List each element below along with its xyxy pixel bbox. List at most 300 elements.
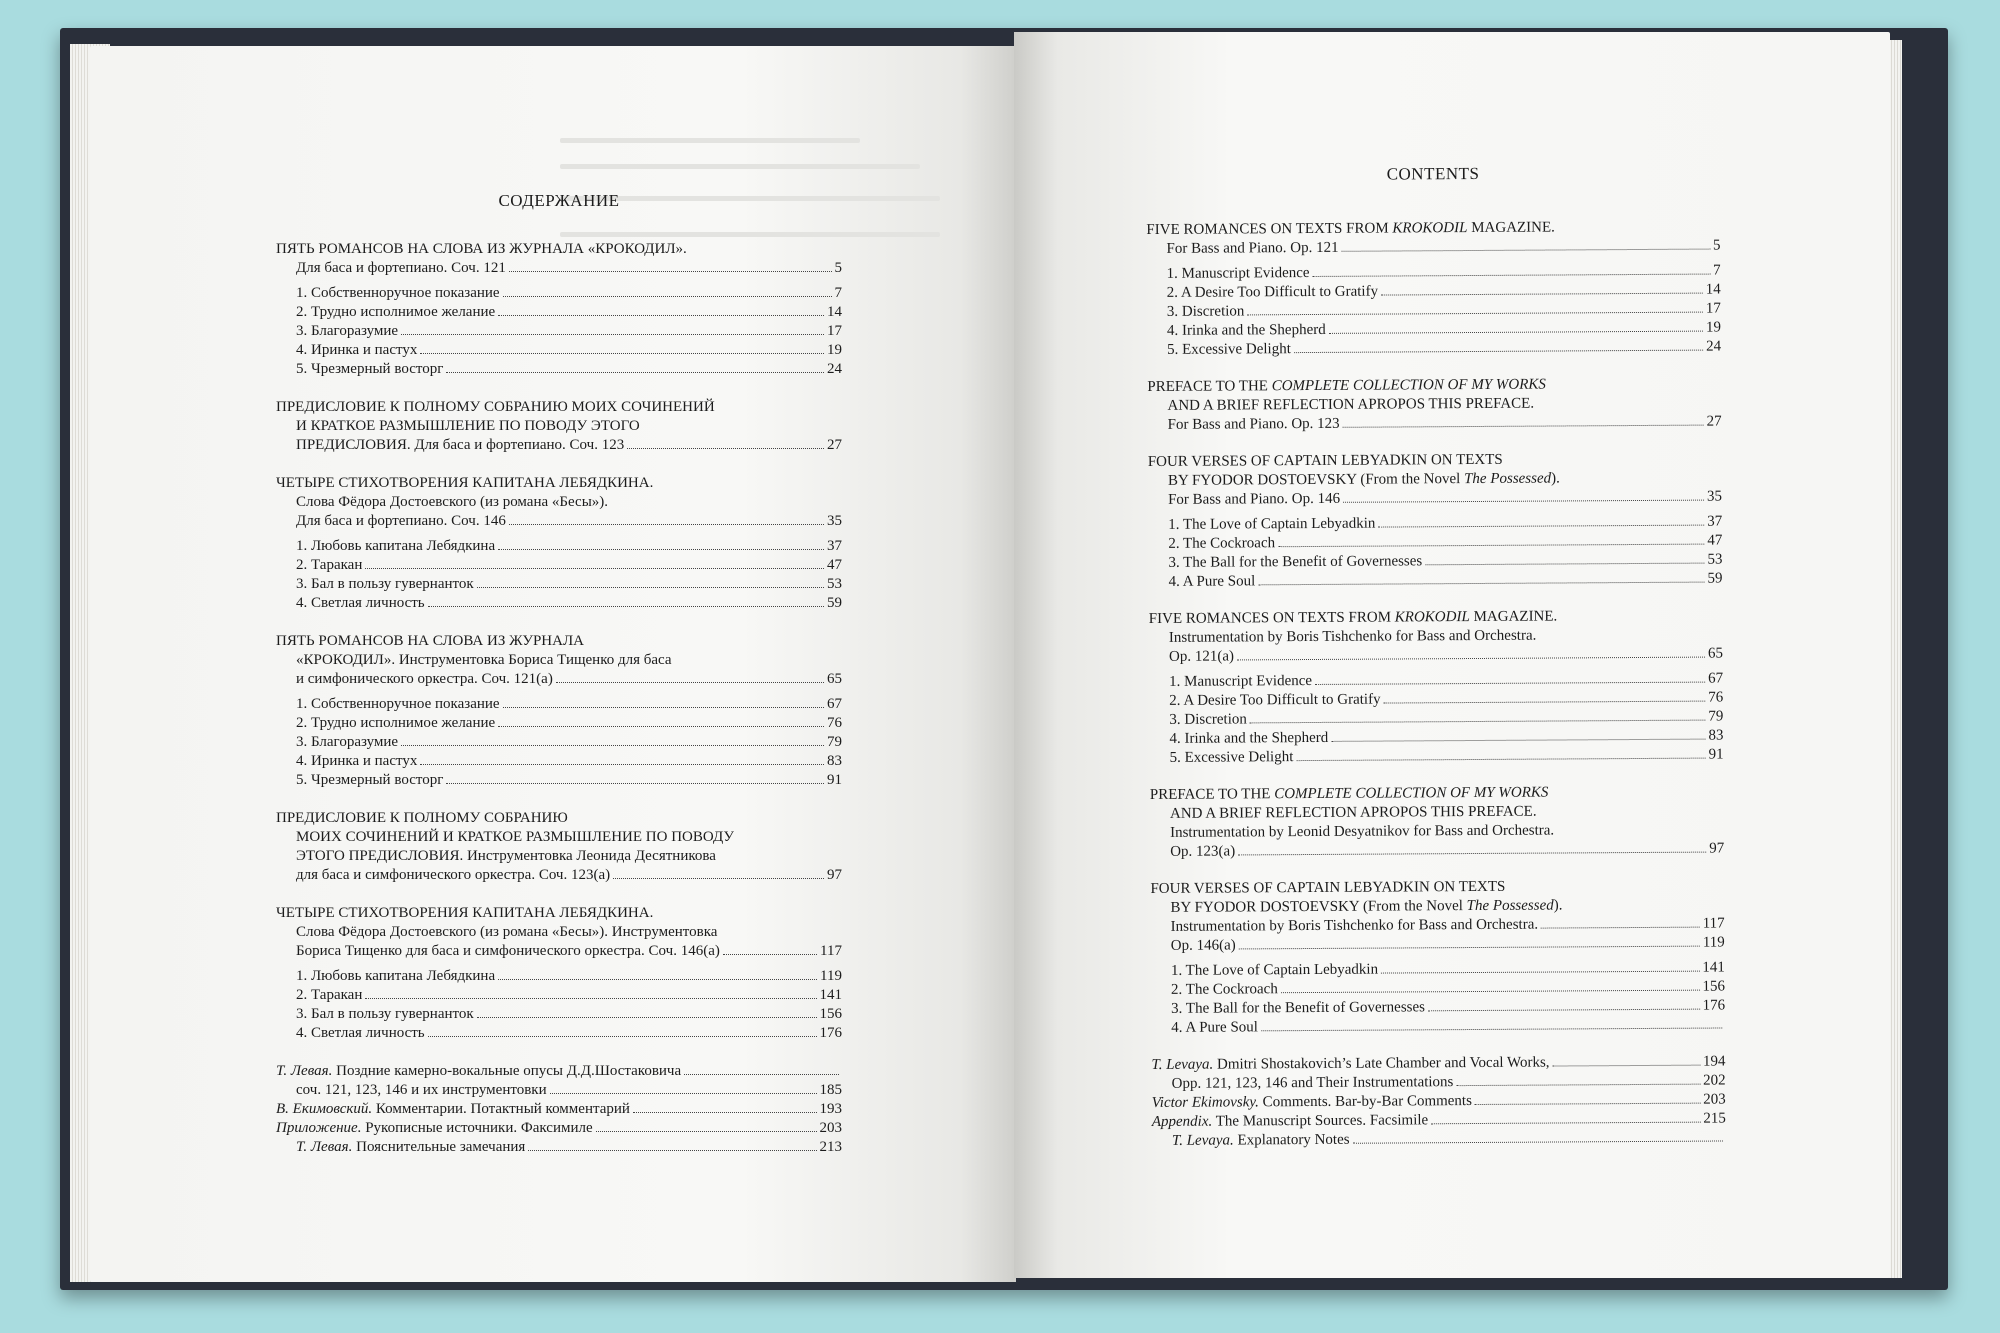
item-title: 3. Discretion bbox=[1169, 711, 1247, 728]
toc-item-list bbox=[1147, 261, 1722, 360]
entry-text bbox=[1149, 607, 1558, 628]
entry-italic-title: KROKODIL bbox=[1392, 220, 1468, 237]
appendix-text bbox=[276, 1062, 681, 1081]
entry-italic-title: COMPLETE COLLECTION OF MY WORKS bbox=[1274, 784, 1549, 803]
entry-text-part: For Bass and Piano. Op. 121 bbox=[1166, 239, 1339, 257]
contents-title-english: CONTENTS bbox=[1386, 163, 1480, 184]
entry-text-part: ). bbox=[1551, 470, 1560, 487]
entry-text-part: AND A BRIEF REFLECTION APROPOS THIS PREFACE. bbox=[1167, 395, 1535, 414]
appendix-title: Explanatory Notes bbox=[1233, 1131, 1350, 1149]
entry-text-part: BY FYODOR DOSTOEVSKY (From the Novel bbox=[1170, 898, 1467, 916]
page-number: 5 bbox=[834, 260, 842, 276]
dot-leader bbox=[1381, 293, 1703, 296]
appendix-author: В. Екимовский. bbox=[276, 1101, 373, 1117]
page-number: 76 bbox=[1708, 689, 1724, 706]
toc-entry-line bbox=[276, 417, 842, 436]
dot-leader bbox=[596, 1131, 817, 1132]
page-number: 203 bbox=[1703, 1091, 1726, 1108]
dot-leader bbox=[1258, 582, 1704, 586]
toc-item bbox=[276, 733, 842, 752]
item-title: 4. Иринка и пастух bbox=[296, 753, 418, 769]
entry-text-part: PREFACE TO THE bbox=[1147, 378, 1272, 395]
toc-section bbox=[276, 632, 842, 790]
entry-text-part: Op. 121(a) bbox=[1168, 648, 1235, 665]
entry-text bbox=[1146, 219, 1555, 240]
page-number: 117 bbox=[1702, 915, 1725, 932]
entry-text: Слова Фёдора Достоевского (из романа «Бесы»). Инструментовка bbox=[296, 924, 718, 940]
toc-item-list bbox=[1151, 958, 1725, 1038]
toc-item bbox=[276, 556, 842, 575]
dot-leader bbox=[1250, 720, 1706, 724]
page-number: 194 bbox=[1702, 1053, 1726, 1070]
appendix-entry bbox=[276, 1062, 842, 1081]
page-number: 7 bbox=[834, 285, 842, 301]
toc-item-list bbox=[1148, 512, 1722, 592]
item-title: 1. The Love of Captain Lebyadkin bbox=[1170, 961, 1379, 979]
appendix-text bbox=[1151, 1054, 1549, 1075]
appendix-text bbox=[276, 1100, 630, 1119]
toc-item bbox=[276, 537, 842, 556]
toc-entry-line bbox=[1151, 933, 1725, 956]
toc-entry-line bbox=[276, 259, 842, 278]
dot-leader bbox=[498, 549, 824, 550]
toc-entry-line bbox=[276, 866, 842, 885]
contents-appendix-english bbox=[1151, 1052, 1726, 1151]
page-number: 141 bbox=[1702, 959, 1725, 976]
contents-sections-russian bbox=[276, 240, 842, 1043]
item-title: 5. Чрезмерный восторг bbox=[296, 361, 444, 377]
item-title: 3. Discretion bbox=[1166, 303, 1245, 320]
dot-leader bbox=[1237, 657, 1705, 661]
item-title: 1. Manuscript Evidence bbox=[1166, 265, 1310, 282]
toc-section bbox=[276, 904, 842, 1043]
dot-leader bbox=[365, 568, 824, 569]
item-title: 4. Irinka and the Shepherd bbox=[1169, 729, 1329, 747]
item-title: 2. The Cockroach bbox=[1168, 535, 1276, 552]
entry-italic-title: The Possessed bbox=[1463, 470, 1552, 488]
page-number: 17 bbox=[827, 323, 842, 339]
entry-text: И КРАТКОЕ РАЗМЫШЛЕНИЕ ПО ПОВОДУ ЭТОГО bbox=[296, 418, 640, 434]
entry-text: МОИХ СОЧИНЕНИЙ И КРАТКОЕ РАЗМЫШЛЕНИЕ ПО ПОВОДУ bbox=[296, 829, 735, 845]
dot-leader bbox=[1456, 1084, 1700, 1086]
dot-leader bbox=[420, 764, 824, 765]
entry-text-part: MAGAZINE. bbox=[1467, 219, 1555, 237]
page-number: 47 bbox=[1707, 532, 1723, 549]
appendix-text bbox=[1152, 1092, 1472, 1113]
dot-leader bbox=[1343, 425, 1704, 428]
appendix-entry bbox=[1152, 1128, 1726, 1151]
item-title: 4. Светлая личность bbox=[296, 1025, 425, 1041]
page-number: 37 bbox=[1707, 513, 1723, 530]
toc-entry-line bbox=[276, 847, 842, 866]
entry-text bbox=[1170, 803, 1537, 824]
entry-text bbox=[1147, 376, 1546, 397]
entry-italic-title: The Possessed bbox=[1466, 897, 1554, 915]
toc-item bbox=[276, 1005, 842, 1024]
toc-entry-line bbox=[1148, 412, 1722, 435]
entry-text: ПЯТЬ РОМАНСОВ НА СЛОВА ИЗ ЖУРНАЛА «КРОКОДИЛ». bbox=[276, 241, 687, 257]
toc-item bbox=[276, 575, 842, 594]
page-number: 203 bbox=[819, 1120, 842, 1136]
dot-leader bbox=[446, 783, 824, 784]
entry-text bbox=[1169, 627, 1537, 648]
item-title: 4. A Pure Soul bbox=[1171, 1019, 1258, 1036]
toc-item bbox=[276, 1024, 842, 1043]
item-title: 1. The Love of Captain Lebyadkin bbox=[1168, 515, 1376, 533]
dot-leader bbox=[428, 1036, 817, 1037]
page-number: 17 bbox=[1705, 300, 1721, 317]
appendix-text bbox=[276, 1119, 593, 1138]
item-title: 5. Чрезмерный восторг bbox=[296, 772, 444, 788]
entry-text: Слова Фёдора Достоевского (из романа «Бесы»). bbox=[296, 494, 609, 510]
toc-entry-line bbox=[276, 828, 842, 847]
dot-leader bbox=[1378, 525, 1704, 528]
toc-section bbox=[276, 240, 842, 379]
toc-entry-line bbox=[1148, 487, 1722, 510]
page-number: 79 bbox=[1708, 708, 1724, 725]
dot-leader bbox=[1331, 739, 1705, 742]
toc-item bbox=[276, 752, 842, 771]
toc-entry-line bbox=[276, 923, 842, 942]
entry-text: «КРОКОДИЛ». Инструментовка Бориса Тищенко для баса bbox=[296, 652, 672, 668]
entry-text-part: Instrumentation by Leonid Desyatnikov for Bass and Orchestra. bbox=[1170, 822, 1555, 841]
entry-text-part: AND A BRIEF REFLECTION APROPOS THIS PREFACE. bbox=[1169, 803, 1537, 822]
entry-text-part: FIVE ROMANCES ON TEXTS FROM bbox=[1146, 220, 1393, 238]
page-number: 59 bbox=[1707, 570, 1723, 587]
dot-leader bbox=[1553, 1065, 1700, 1067]
page-number: 37 bbox=[827, 538, 842, 554]
page-number: 156 bbox=[1702, 978, 1726, 995]
page-number: 119 bbox=[1702, 934, 1725, 951]
toc-item-list bbox=[1149, 669, 1724, 768]
toc-section bbox=[1148, 449, 1723, 592]
appendix-author: T. Levaya. bbox=[1151, 1056, 1214, 1073]
appendix-title: соч. 121, 123, 146 и их инструментовки bbox=[296, 1082, 547, 1098]
entry-text: и симфонического оркестра. Соч. 121(а) bbox=[296, 671, 553, 687]
page-number: 53 bbox=[1707, 551, 1723, 568]
dot-leader bbox=[556, 682, 824, 683]
toc-entry-line bbox=[276, 512, 842, 531]
dot-leader bbox=[1342, 249, 1710, 252]
entry-text: для баса и симфонического оркестра. Соч. 123(а) bbox=[296, 867, 611, 883]
toc-item bbox=[276, 695, 842, 714]
toc-entry-line bbox=[276, 904, 842, 923]
entry-text bbox=[1168, 490, 1340, 510]
toc-section bbox=[276, 398, 842, 455]
page-number: 202 bbox=[1703, 1072, 1726, 1089]
entry-text bbox=[1150, 784, 1549, 805]
toc-section bbox=[1150, 782, 1724, 862]
appendix-title: Рукописные источники. Факсимиле bbox=[361, 1120, 593, 1136]
page-number: 5 bbox=[1712, 237, 1721, 254]
entry-text bbox=[1148, 451, 1503, 472]
toc-section bbox=[1149, 606, 1724, 768]
toc-item-list bbox=[276, 967, 842, 1043]
item-title: 4. Иринка и пастух bbox=[296, 342, 418, 358]
dot-leader bbox=[1281, 990, 1700, 994]
appendix-author: Т. Левая. bbox=[276, 1063, 333, 1079]
page-number: 35 bbox=[827, 513, 842, 529]
page-number: 14 bbox=[1705, 281, 1721, 298]
page-number: 193 bbox=[819, 1101, 842, 1117]
toc-entry-line bbox=[276, 240, 842, 259]
appendix-entry bbox=[276, 1081, 842, 1100]
bleed-through-line bbox=[560, 138, 860, 143]
dot-leader bbox=[1384, 701, 1706, 704]
item-title: 2. The Cockroach bbox=[1170, 981, 1278, 998]
page-number: 215 bbox=[1703, 1110, 1726, 1127]
dot-leader bbox=[1239, 946, 1700, 950]
appendix-title: Opp. 121, 123, 146 and Their Instrumentations bbox=[1171, 1074, 1454, 1092]
entry-text: ЭТОГО ПРЕДИСЛОВИЯ. Инструментовка Леонида Десятникова bbox=[296, 848, 716, 864]
page-number: 67 bbox=[1708, 670, 1724, 687]
toc-item bbox=[276, 986, 842, 1005]
page-number: 14 bbox=[827, 304, 842, 320]
entry-text-part: BY FYODOR DOSTOEVSKY (From the Novel bbox=[1167, 471, 1465, 489]
page-number: 24 bbox=[827, 361, 842, 377]
appendix-text bbox=[1172, 1131, 1350, 1151]
dot-leader bbox=[528, 1150, 816, 1151]
item-title: 3. The Ball for the Benefit of Governesses bbox=[1168, 553, 1423, 571]
dot-leader bbox=[498, 315, 824, 316]
toc-item bbox=[276, 360, 842, 379]
dot-leader bbox=[613, 878, 824, 879]
entry-text: ПЯТЬ РОМАНСОВ НА СЛОВА ИЗ ЖУРНАЛА bbox=[276, 633, 584, 649]
item-title: 3. Бал в пользу гувернанток bbox=[296, 1006, 474, 1022]
appendix-text bbox=[1172, 1073, 1454, 1094]
appendix-title: Поздние камерно-вокальные опусы Д.Д.Шостаковича bbox=[332, 1063, 682, 1079]
left-page bbox=[90, 46, 1016, 1282]
appendix-text bbox=[296, 1138, 525, 1157]
toc-item bbox=[276, 284, 842, 303]
entry-text-part: FOUR VERSES OF CAPTAIN LEBYADKIN ON TEXTS bbox=[1150, 878, 1506, 897]
contents-sections-english bbox=[1146, 217, 1725, 1037]
toc-entry-line bbox=[276, 942, 842, 961]
toc-item bbox=[276, 594, 842, 613]
page-number: 83 bbox=[1708, 727, 1724, 744]
page-number: 7 bbox=[1713, 262, 1721, 279]
page-number: 27 bbox=[1706, 413, 1722, 430]
dot-leader bbox=[1428, 1009, 1700, 1012]
appendix-entry bbox=[276, 1100, 842, 1119]
entry-text-part: Instrumentation by Boris Tishchenko for Bass and Orchestra. bbox=[1170, 916, 1539, 935]
entry-text bbox=[1166, 239, 1338, 259]
page-number: 59 bbox=[827, 595, 842, 611]
item-title: 1. Любовь капитана Лебядкина bbox=[296, 538, 496, 554]
page-number: 176 bbox=[819, 1025, 842, 1041]
entry-text bbox=[1170, 822, 1554, 843]
dot-leader bbox=[1278, 544, 1704, 548]
contents-russian bbox=[276, 191, 842, 1157]
item-title: 2. A Desire Too Difficult to Gratify bbox=[1169, 691, 1381, 709]
dot-leader bbox=[1315, 682, 1705, 685]
page-number: 97 bbox=[827, 867, 842, 883]
page-number: 91 bbox=[827, 772, 842, 788]
dot-leader bbox=[1238, 852, 1706, 856]
entry-italic-title: KROKODIL bbox=[1394, 609, 1470, 626]
item-title: 2. Трудно исполнимое желание bbox=[296, 715, 496, 731]
dot-leader bbox=[477, 587, 824, 588]
toc-section bbox=[276, 809, 842, 885]
toc-section bbox=[1146, 217, 1721, 360]
bleed-through-line bbox=[560, 164, 920, 169]
entry-text bbox=[1168, 469, 1560, 490]
entry-text-part: PREFACE TO THE bbox=[1149, 786, 1275, 803]
item-title: 5. Excessive Delight bbox=[1167, 341, 1291, 358]
dot-leader bbox=[509, 524, 824, 525]
entry-text bbox=[1169, 647, 1234, 666]
toc-item-list bbox=[276, 537, 842, 613]
dot-leader bbox=[401, 745, 824, 746]
toc-entry-line bbox=[276, 436, 842, 455]
entry-text bbox=[1170, 896, 1562, 917]
entry-text-part: MAGAZINE. bbox=[1469, 608, 1558, 626]
dot-leader bbox=[1475, 1103, 1700, 1105]
toc-entry-line bbox=[276, 670, 842, 689]
dot-leader bbox=[684, 1074, 839, 1075]
appendix-entry bbox=[276, 1119, 842, 1138]
contents-appendix-russian bbox=[276, 1062, 842, 1157]
entry-text bbox=[1167, 395, 1534, 416]
entry-text bbox=[1150, 878, 1505, 899]
page-number: 119 bbox=[820, 968, 842, 984]
toc-item bbox=[276, 771, 842, 790]
item-title: 1. Собственноручное показание bbox=[296, 285, 500, 301]
entry-text bbox=[1168, 415, 1340, 435]
page-number: 97 bbox=[1709, 840, 1725, 857]
toc-section bbox=[1147, 374, 1721, 435]
toc-item bbox=[276, 322, 842, 341]
dot-leader bbox=[509, 271, 832, 272]
page-number: 47 bbox=[827, 557, 842, 573]
item-title: 2. A Desire Too Difficult to Gratify bbox=[1166, 283, 1379, 301]
dot-leader bbox=[477, 1017, 817, 1018]
toc-item bbox=[1151, 1015, 1725, 1038]
appendix-author: Victor Ekimovsky. bbox=[1151, 1094, 1259, 1111]
entry-text bbox=[1171, 936, 1236, 955]
dot-leader bbox=[723, 954, 817, 955]
dot-leader bbox=[503, 707, 824, 708]
toc-section bbox=[1150, 876, 1725, 1038]
toc-entry-line bbox=[276, 809, 842, 828]
dot-leader bbox=[1343, 500, 1704, 503]
entry-text-part: FOUR VERSES OF CAPTAIN LEBYADKIN ON TEXTS bbox=[1147, 451, 1503, 470]
entry-italic-title: COMPLETE COLLECTION OF MY WORKS bbox=[1271, 376, 1546, 395]
appendix-title: Comments. Bar-by-Bar Comments bbox=[1258, 1093, 1472, 1111]
dot-leader bbox=[1425, 563, 1704, 566]
toc-item bbox=[1147, 337, 1721, 360]
appendix-text bbox=[1152, 1111, 1428, 1132]
entry-text-part: Instrumentation by Boris Tishchenko for Bass and Orchestra. bbox=[1168, 627, 1537, 646]
toc-item bbox=[276, 341, 842, 360]
page-number: 65 bbox=[827, 671, 842, 687]
toc-entry-line bbox=[276, 474, 842, 493]
page-number: 27 bbox=[827, 437, 842, 453]
item-title: 4. Irinka and the Shepherd bbox=[1166, 321, 1326, 339]
entry-text-part: For Bass and Piano. Op. 146 bbox=[1167, 490, 1341, 508]
toc-item-list bbox=[276, 284, 842, 379]
dot-leader bbox=[627, 448, 824, 449]
dot-leader bbox=[420, 353, 824, 354]
toc-item-list bbox=[276, 695, 842, 790]
contents-english bbox=[1146, 162, 1726, 1150]
toc-entry-line bbox=[276, 632, 842, 651]
appendix-text bbox=[296, 1081, 547, 1100]
dot-leader bbox=[1431, 1122, 1700, 1125]
dot-leader bbox=[428, 606, 824, 607]
dot-leader bbox=[365, 998, 816, 999]
item-title: 1. Manuscript Evidence bbox=[1169, 672, 1313, 690]
dot-leader bbox=[550, 1093, 817, 1094]
page-number: 117 bbox=[820, 943, 842, 959]
page-number: 185 bbox=[819, 1082, 842, 1098]
item-title: 1. Любовь капитана Лебядкина bbox=[296, 968, 496, 984]
dot-leader bbox=[1381, 971, 1699, 974]
entry-text-part: FIVE ROMANCES ON TEXTS FROM bbox=[1148, 609, 1395, 627]
appendix-author: Т. Левая. bbox=[296, 1139, 353, 1155]
appendix-author: T. Levaya. bbox=[1171, 1132, 1234, 1149]
page-number: 19 bbox=[827, 342, 842, 358]
item-title: 5. Excessive Delight bbox=[1169, 749, 1294, 766]
entry-text bbox=[1170, 842, 1235, 861]
toc-item bbox=[1148, 569, 1722, 592]
item-title: 4. Светлая личность bbox=[296, 595, 425, 611]
dot-leader bbox=[1329, 331, 1703, 334]
page-number: 19 bbox=[1705, 319, 1722, 336]
appendix-entry bbox=[276, 1138, 842, 1157]
entry-text: ЧЕТЫРЕ СТИХОТВОРЕНИЯ КАПИТАНА ЛЕБЯДКИНА. bbox=[276, 905, 654, 921]
toc-entry-line bbox=[1150, 839, 1724, 862]
page-number: 91 bbox=[1708, 746, 1724, 763]
item-title: 3. Благоразумие bbox=[296, 734, 399, 750]
dot-leader bbox=[498, 979, 817, 980]
entry-text: Бориса Тищенко для баса и симфонического оркестра. Соч. 146(а) bbox=[296, 943, 720, 959]
entry-text: ПРЕДИСЛОВИЕ К ПОЛНОМУ СОБРАНИЮ МОИХ СОЧИНЕНИЙ bbox=[276, 399, 715, 415]
toc-entry-line bbox=[276, 651, 842, 670]
dot-leader bbox=[1261, 1027, 1722, 1031]
dot-leader bbox=[498, 726, 824, 727]
appendix-title: Комментарии. Потактный комментарий bbox=[372, 1101, 630, 1117]
appendix-title: Пояснительные замечания bbox=[352, 1139, 526, 1155]
entry-text: Для баса и фортепиано. Соч. 146 bbox=[296, 513, 506, 529]
dot-leader bbox=[1541, 927, 1700, 929]
item-title: 2. Трудно исполнимое желание bbox=[296, 304, 496, 320]
page-number: 65 bbox=[1707, 645, 1724, 662]
entry-text: ЧЕТЫРЕ СТИХОТВОРЕНИЯ КАПИТАНА ЛЕБЯДКИНА. bbox=[276, 475, 654, 491]
item-title: 4. A Pure Soul bbox=[1168, 573, 1256, 590]
page-number: 35 bbox=[1706, 488, 1723, 505]
appendix-author: Appendix. bbox=[1151, 1113, 1213, 1130]
dot-leader bbox=[1313, 274, 1711, 277]
dot-leader bbox=[1296, 758, 1705, 762]
toc-item bbox=[276, 714, 842, 733]
appendix-title: Dmitri Shostakovich’s Late Chamber and Vocal Works, bbox=[1213, 1054, 1550, 1073]
toc-entry-line bbox=[1149, 644, 1723, 667]
item-title: 2. Таракан bbox=[296, 557, 363, 573]
toc-section bbox=[276, 474, 842, 613]
toc-entry-line bbox=[276, 398, 842, 417]
appendix-title: The Manuscript Sources. Facsimile bbox=[1212, 1112, 1429, 1130]
entry-text-part: For Bass and Piano. Op. 123 bbox=[1167, 415, 1340, 433]
page-number: 79 bbox=[827, 734, 842, 750]
dot-leader bbox=[1353, 1140, 1723, 1143]
appendix-author: Приложение. bbox=[276, 1120, 362, 1136]
toc-entry-line bbox=[1146, 236, 1720, 259]
page-number: 24 bbox=[1706, 338, 1722, 355]
item-title: 3. The Ball for the Benefit of Governesses bbox=[1171, 999, 1426, 1017]
page-number: 213 bbox=[819, 1139, 842, 1155]
page-number: 67 bbox=[827, 696, 842, 712]
